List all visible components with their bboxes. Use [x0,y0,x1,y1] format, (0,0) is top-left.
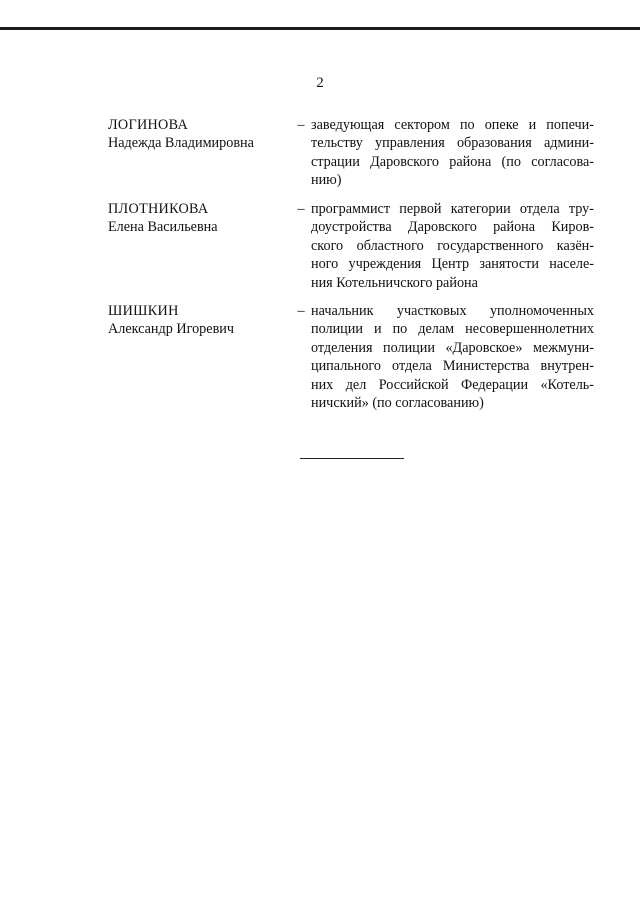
member-given-names: Александр Игоревич [108,321,235,338]
member-name [108,116,288,153]
position-line: начальник участковых уполномоченных [311,303,594,319]
member-surname: ЛОГИНОВА [108,117,189,133]
position-line: ского областного государственного казён- [311,237,594,254]
position-line: доустройства Даровского района Киров- [311,219,594,236]
position-line: нию) [311,172,342,189]
separator-dash: – [297,117,305,133]
position-line: них дел Российской Федерации «Котель- [311,376,594,393]
separator-dash: – [297,201,305,217]
page-number: 2 [316,75,324,91]
position-line: отделения полиции «Даровское» межмуни- [311,339,594,356]
member-position [311,116,594,190]
position-line: ничский» (по согласованию) [311,395,484,412]
member-position [311,200,594,292]
header-scan-rule [0,27,640,30]
position-line: заведующая сектором по опеке и попечи- [311,117,594,133]
position-line: тельству управления образования админи- [311,135,594,152]
member-given-names: Елена Васильевна [108,219,218,236]
position-line: ципального отдела Министерства внутрен- [311,358,594,375]
member-position [311,302,594,412]
closing-rule [300,458,404,459]
member-given-names: Надежда Владимировна [108,135,254,152]
member-name [108,200,288,237]
position-line: полиции и по делам несовершеннолетних [311,321,594,338]
member-surname: ПЛОТНИКОВА [108,201,209,217]
position-line: ного учреждения Центр занятости населе- [311,256,594,273]
position-line: ния Котельничского района [311,274,478,291]
member-name [108,302,288,339]
position-line: программист первой категории отдела тру- [311,201,594,217]
separator-dash: – [297,303,305,319]
member-surname: ШИШКИН [108,303,179,319]
position-line: страции Даровского района (по согласова- [311,153,594,170]
